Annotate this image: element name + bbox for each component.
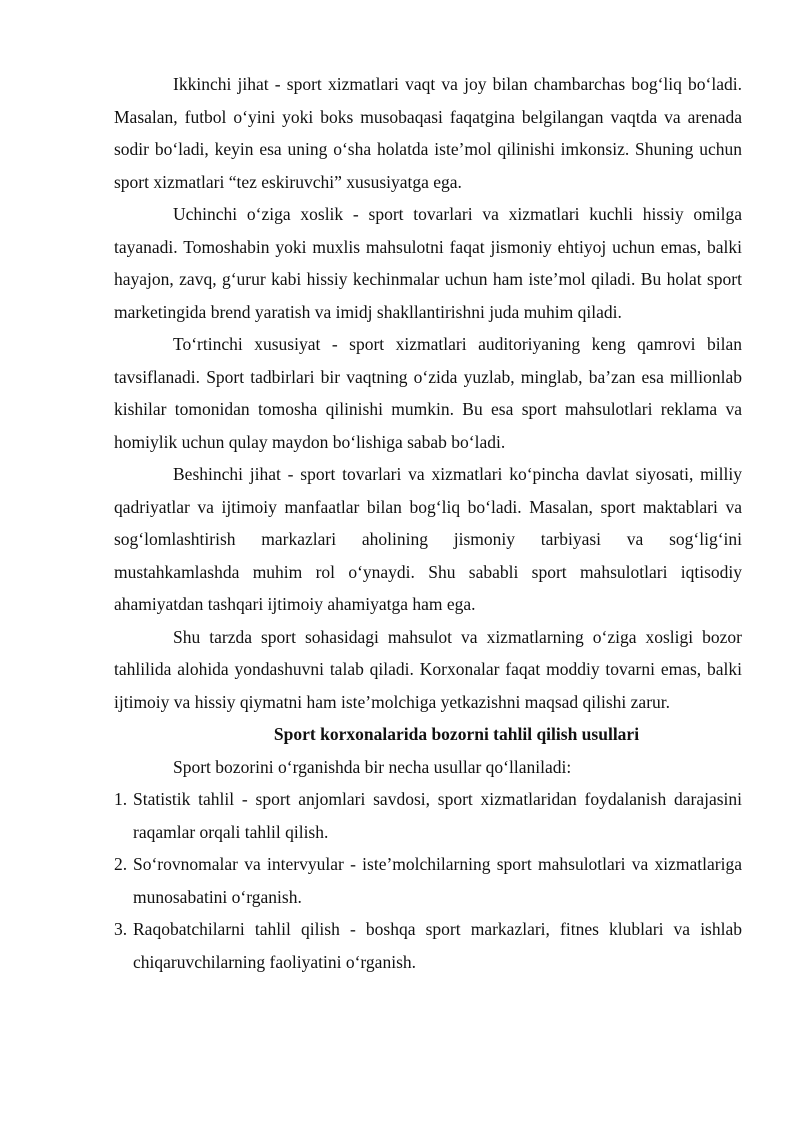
paragraph: Ikkinchi jihat - sport xizmatlari vaqt va joy bilan chambarchas bog‘liq bo‘ladi. Masalan, futbol o‘yini yoki boks musobaqasi faqatgina belgilangan vaqtda va arenada sodir bo‘ladi, keyin esa uning o‘sha holatda iste’mol qilinishi imkonsiz. Shuning uchun sport xizmatlari “tez eskiruvchi” xususiyatga ega. [114, 74, 742, 192]
paragraph: Uchinchi o‘ziga xoslik - sport tovarlari va xizmatlari kuchli hissiy omilga tayanadi. Tomoshabin yoki muxlis mahsulotni faqat jismoniy ehtiyoj uchun emas, balki hayajon, zavq, g‘urur kabi hissiy kechinmalar uchun ham iste’mol qiladi. Bu holat sport marketingida brend yaratish va imidj shakllantirishni juda muhim qiladi. [114, 204, 742, 322]
list-intro: Sport bozorini o‘rganishda bir necha usullar qo‘llaniladi: [173, 756, 572, 777]
methods-list [114, 783, 742, 978]
list-item-text: Statistik tahlil - sport anjomlari savdosi, sport xizmatlaridan foydalanish darajasini raqamlar orqali tahlil qilish. [133, 789, 742, 842]
section-heading: Sport korxonalarida bozorni tahlil qilish usullari [273, 724, 640, 744]
list-number: 2. [114, 854, 128, 874]
document-body [114, 68, 742, 978]
list-number: 1. [114, 789, 128, 809]
list-item [114, 913, 742, 978]
paragraph: To‘rtinchi xususiyat - sport xizmatlari auditoriyaning keng qamrovi bilan tavsiflanadi. Sport tadbirlari bir vaqtning o‘zida yuzlab, minglab, ba’zan esa millionlab kishilar tomonidan tomosha qilinishi mumkin. Bu esa sport mahsulotlari reklama va homiylik uchun qulay maydon bo‘lishiga sabab bo‘ladi. [114, 334, 742, 452]
list-item-text: So‘rovnomalar va intervyular - iste’molchilarning sport mahsulotlari va xizmatlariga munosabatini o‘rganish. [133, 854, 742, 907]
paragraph: Shu tarzda sport sohasidagi mahsulot va xizmatlarning o‘ziga xosligi bozor tahlilida alohida yondashuvni talab qiladi. Korxonalar faqat moddiy tovarni emas, balki ijtimoiy va hissiy qiymatni ham iste’molchiga yetkazishni maqsad qilishi zarur. [114, 626, 742, 712]
list-number: 3. [114, 919, 128, 939]
list-item [114, 848, 742, 913]
list-item [114, 783, 742, 848]
paragraph: Beshinchi jihat - sport tovarlari va xizmatlari ko‘pincha davlat siyosati, milliy qadriyatlar va ijtimoiy manfaatlar bilan bog‘liq bo‘ladi. Masalan, sport maktablari va sog‘lomlashtirish markazlari aholining jismoniy tarbiyasi va sog‘lig‘ini mustahkamlashda muhim rol o‘ynaydi. Shu sababli sport mahsulotlari iqtisodiy ahamiyatdan tashqari ijtimoiy ahamiyatga ham ega. [114, 464, 742, 614]
list-item-text: Raqobatchilarni tahlil qilish - boshqa sport markazlari, fitnes klublari va ishlab chiqaruvchilarning faoliyatini o‘rganish. [133, 919, 742, 972]
